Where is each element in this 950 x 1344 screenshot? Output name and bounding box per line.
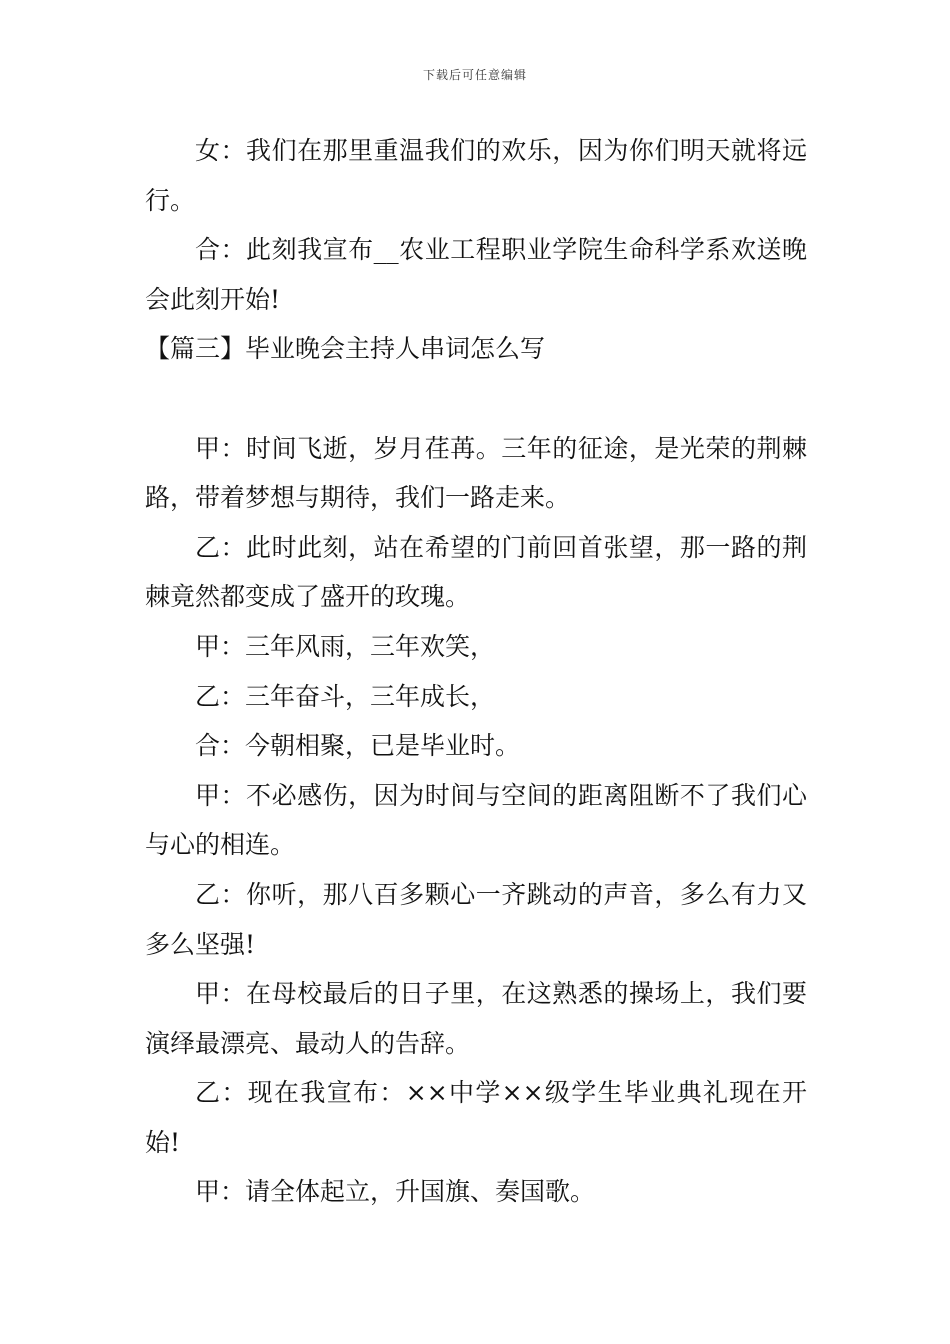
dialogue-paragraph: 甲：请全体起立，升国旗、奏国歌。 [195,1177,596,1207]
blank-line [145,374,807,424]
dialogue-paragraph: 甲：时间飞逝，岁月荏苒。三年的征途，是光荣的荆棘路，带着梦想与期待，我们一路走来。 [145,433,807,513]
dialogue-paragraph: 乙：此时此刻，站在希望的门前回首张望，那一路的荆棘竟然都变成了盛开的玫瑰。 [145,532,807,612]
dialogue-paragraph: 甲：在母校最后的日子里，在这熟悉的操场上，我们要演绎最漂亮、最动人的告辞。 [145,979,807,1058]
dialogue-paragraph: 甲：不必感伤，因为时间与空间的距离阻断不了我们心与心的相连。 [145,780,807,860]
page-header: 下载后可任意编辑 [422,68,527,82]
document-body [145,126,807,1217]
section-heading: 【篇三】毕业晚会主持人串词怎么写 [145,334,546,364]
dialogue-paragraph: 甲：三年风雨，三年欢笑， [195,631,496,661]
dialogue-paragraph: 乙：你听，那八百多颗心一齐跳动的声音，多么有力又多么坚强! [145,879,807,959]
dialogue-paragraph: 女：我们在那里重温我们的欢乐，因为你们明天就将远行。 [145,136,807,215]
dialogue-paragraph: 合：今朝相聚，已是毕业时。 [195,731,521,761]
dialogue-paragraph: 乙：现在我宣布：××中学××级学生毕业典礼现在开始! [145,1078,807,1157]
dialogue-paragraph: 乙：三年奋斗，三年成长， [195,681,496,711]
dialogue-paragraph: 合：此刻我宣布__农业工程职业学院生命科学系欢送晚会此刻开始! [145,235,807,314]
